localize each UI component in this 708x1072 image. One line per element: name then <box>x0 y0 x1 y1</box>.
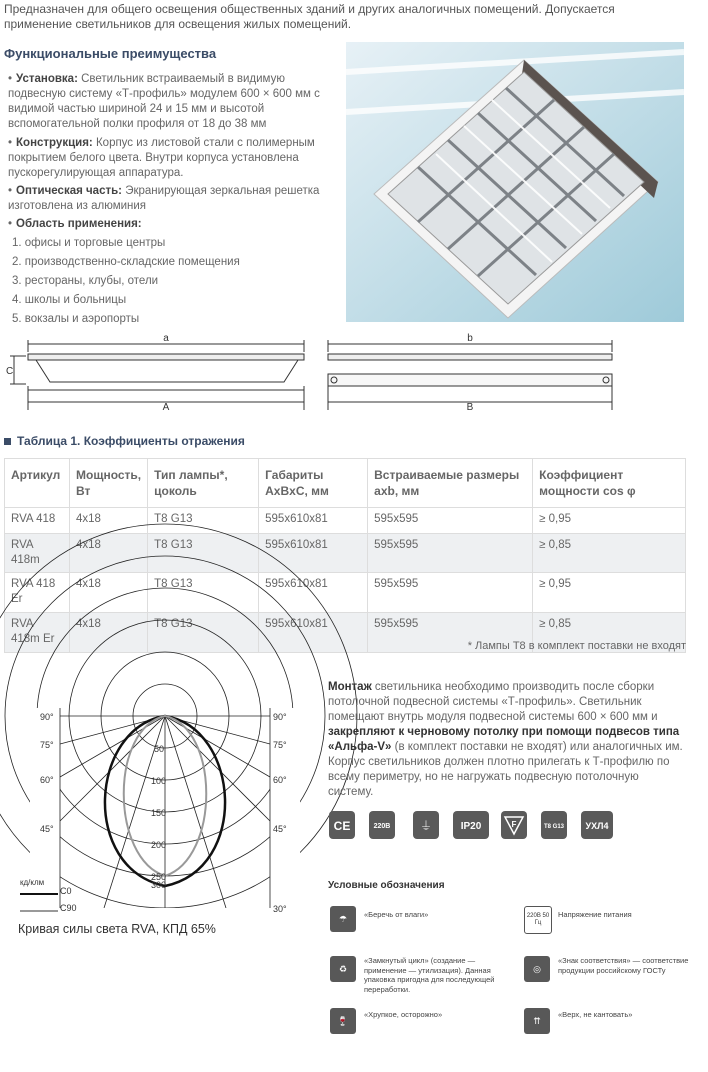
list-item: 2. производственно-складские помещения <box>12 256 240 268</box>
ip20-icon <box>452 810 490 840</box>
table-header-row <box>5 459 686 508</box>
symbol-text: Напряжение питания <box>558 910 632 919</box>
legend-c0-line <box>20 893 58 895</box>
table-row: RVA 418m Er 4x18 T8 G13 595x610x81 595x595 ≥ 0,85 <box>5 613 686 653</box>
spec-table <box>4 458 686 653</box>
symbol-text: «Беречь от влаги» <box>364 910 429 919</box>
ring-label: 100 <box>151 776 167 786</box>
angle-label: 90° <box>40 712 54 722</box>
table-row: RVA 418m 4x18 T8 G13 595x610x81 595x595 ≥ 0,85 <box>5 534 686 573</box>
polar-caption: Кривая силы света RVA, КПД 65% <box>18 922 216 936</box>
angle-label: 45° <box>273 824 287 834</box>
symbol-text: «Верх, не кантовать» <box>558 1010 633 1019</box>
ce-mark-icon <box>328 810 356 840</box>
ring-label: 150 <box>151 808 167 818</box>
legend-c90-label: C90 <box>60 903 77 913</box>
table-title: Таблица 1. Коэффициенты отражения <box>4 434 245 448</box>
climate-class-icon <box>580 810 614 840</box>
intro-text: Предназначен для общего освещения общественных зданий и других аналогичных помещений. Допускается применение светильников для освещения жилых помещений. <box>4 2 615 31</box>
voltage-icon: 220В 50 Гц <box>524 906 552 934</box>
col-header: Встраиваемые размеры axb, мм <box>368 459 533 508</box>
svg-text:IP20: IP20 <box>460 821 482 832</box>
feature-construction: • Конструкция: Корпус из листовой стали с полимерным покрытием белого цвета. Внутри корпуса установлена пускорегулирующая аппаратура. <box>8 137 315 179</box>
svg-text:F: F <box>511 820 517 829</box>
angle-label: 75° <box>273 740 287 750</box>
feature-installation: • Установка: Светильник встраиваемый в видимую подвесную систему «Т-профиль» модулем 600 × 600 мм с видимой частью шириной 24 и 15 мм и высотой вспомогательной полки профиля от 18 до 38 мм <box>8 73 320 130</box>
umbrella-icon: ☂ <box>330 906 356 932</box>
product-photo <box>346 42 684 322</box>
dim-b: b <box>467 333 473 344</box>
list-item: 3. рестораны, клубы, отели <box>12 275 159 287</box>
svg-text:⏚: ⏚ <box>419 819 433 833</box>
ring-label: 200 <box>151 840 167 850</box>
dim-A: A <box>162 402 170 413</box>
fragile-icon: 🍷 <box>330 1008 356 1034</box>
dim-c: C <box>6 366 14 377</box>
feature-application: • Область применения: <box>8 218 142 230</box>
lamp-type-icon <box>540 810 568 840</box>
col-header: Тип лампы*, цоколь <box>148 459 259 508</box>
recycle-icon: ♻ <box>330 956 356 982</box>
col-header: Габариты AxBxC, мм <box>259 459 368 508</box>
f-mark-icon <box>500 810 528 840</box>
symbols-title: Условные обозначения <box>328 880 445 891</box>
ring-label: 300 <box>151 880 167 890</box>
svg-text:УХЛ4: УХЛ4 <box>585 821 609 831</box>
list-item: 1. офисы и торговые центры <box>12 237 166 249</box>
col-header: Артикул <box>5 459 70 508</box>
symbol-text: «Хрупкое, осторожно» <box>364 1010 443 1019</box>
svg-text:220В: 220В <box>373 823 391 830</box>
certification-icons <box>328 810 648 846</box>
table-footnote: * Лампы T8 в комплект поставки не входят <box>467 640 686 652</box>
legend-c0-label: C0 <box>60 886 72 896</box>
table-row: RVA 418 Er 4x18 T8 G13 595x610x81 595x595 ≥ 0,95 <box>5 573 686 613</box>
dimension-drawings <box>8 330 688 420</box>
angle-label: 45° <box>40 824 54 834</box>
mounting-text: Монтаж светильника необходимо производить после сборки потолочной подвесной системы «Т-профиль». Светильник помещают внутрь модуля подвесной системы 600 × 600 мм и закрепляют к черновому потолку при помощи подвесов типа «Альфа-V» (в комплект поставки не входят) или аналогичных им. Корпус светильников должен плотно прилегать к Т-профилю по всему периметру, но не нагружать подвесную потолочную систему. <box>328 681 683 798</box>
table-row: RVA 418 4x18 T8 G13 595x610x81 595x595 ≥ 0,95 <box>5 508 686 534</box>
dim-a: a <box>163 333 169 344</box>
polar-unit: кд/клм <box>20 878 45 887</box>
application-list <box>12 234 342 329</box>
dim-B: B <box>466 402 474 413</box>
symbol-text: «Замкнутый цикл» (создание — применение — утилизация). Данная упаковка пригодна для последующей переработки. <box>364 956 495 994</box>
col-header: Коэффициент мощности cos φ <box>533 459 686 508</box>
angle-label: 90° <box>273 712 287 722</box>
angle-label: 30° <box>273 904 287 914</box>
legend-c90-line <box>20 910 58 912</box>
symbol-text: «Знак соответствия» — соответствие продукции российскому ГОСТу <box>558 956 689 975</box>
col-header: Мощность, Вт <box>70 459 148 508</box>
angle-label: 75° <box>40 740 54 750</box>
svg-text:T8 G13: T8 G13 <box>543 824 565 830</box>
angle-label: 60° <box>273 775 287 785</box>
list-item: 5. вокзалы и аэропорты <box>12 313 140 325</box>
features-heading: Функциональные преимущества <box>4 46 217 61</box>
angle-label: 60° <box>40 775 54 785</box>
ground-icon <box>412 810 440 840</box>
ring-label: 50 <box>154 744 165 754</box>
ring-label: 250 <box>151 872 167 882</box>
feature-optics: • Оптическая часть: Экранирующая зеркальная решетка изготовлена из алюминия <box>8 185 320 212</box>
this-way-up-icon: ⇈ <box>524 1008 550 1034</box>
svg-text:CE: CE <box>333 819 351 833</box>
list-item: 4. школы и больницы <box>12 294 127 306</box>
voltage-220-icon <box>368 810 396 840</box>
gost-icon: ◎ <box>524 956 550 982</box>
